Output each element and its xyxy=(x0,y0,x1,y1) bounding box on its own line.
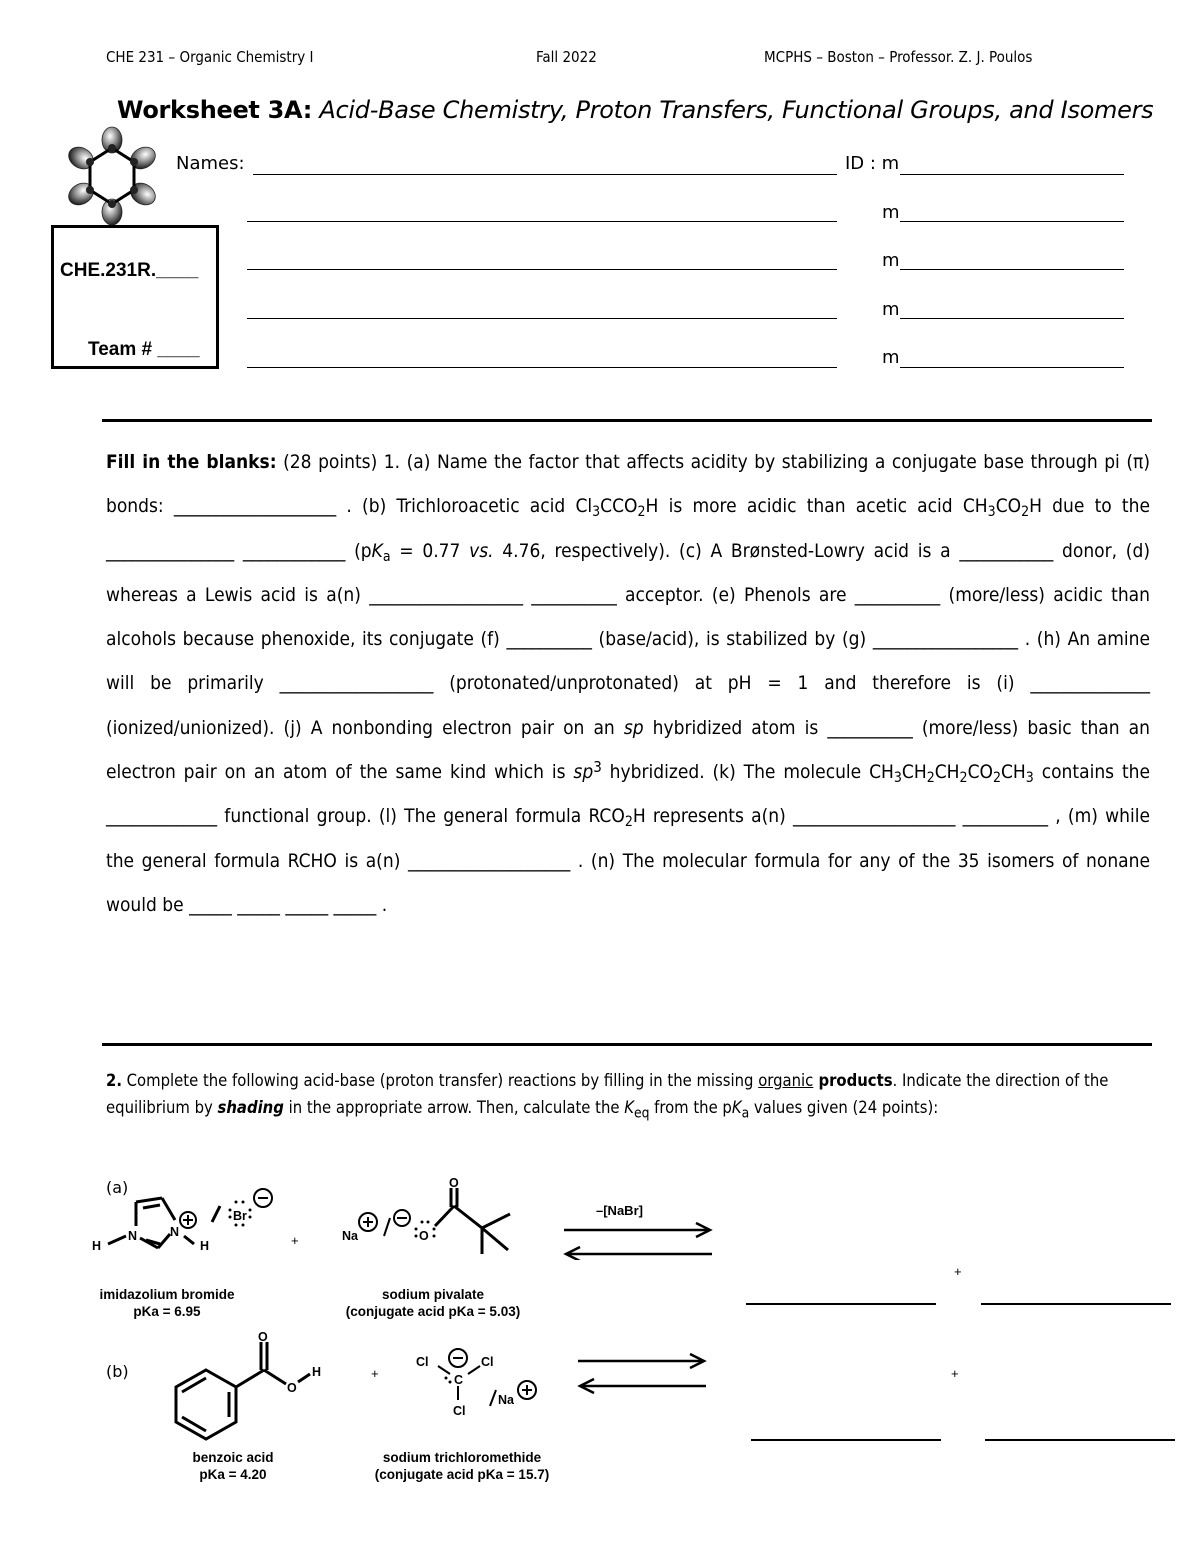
q1-text: CO xyxy=(967,761,993,784)
team-field[interactable]: Team # ____ xyxy=(88,339,200,360)
atom-br: Br xyxy=(233,1209,247,1223)
subscript: eq xyxy=(633,1104,650,1121)
equilibrium-arrows[interactable] xyxy=(574,1353,710,1395)
title-bold: Worksheet 3A: xyxy=(117,96,313,124)
q1-text: hybridized atom is __________ (more/less) basic than an electron pair on an atom of the same kind which is xyxy=(106,716,1150,784)
atom-cl: Cl xyxy=(416,1355,429,1369)
trichloromethide-caption xyxy=(346,1449,578,1483)
q2-text: organic xyxy=(758,1071,814,1090)
header-term: Fall 2022 xyxy=(536,48,597,66)
q1-text: CO xyxy=(995,495,1022,518)
ka-symbol: K xyxy=(371,539,383,562)
atom-o: O xyxy=(287,1381,297,1395)
benzene-orbital-icon xyxy=(62,126,162,226)
name-input-3[interactable] xyxy=(247,269,837,270)
question-2-prompt xyxy=(106,1068,1152,1126)
q2-text: values given (24 points): xyxy=(749,1097,939,1117)
q2-text: in the appropriate arrow. Then, calculate the xyxy=(283,1097,625,1117)
header-course: CHE 231 – Organic Chemistry I xyxy=(106,48,314,66)
q1-text: sp xyxy=(623,716,644,739)
m-prefix: m xyxy=(882,299,900,320)
subscript: 2 xyxy=(637,504,646,521)
subscript: 2 xyxy=(992,770,1001,787)
compound-pka: pKa = 4.20 xyxy=(199,1467,267,1482)
product-blank-b1[interactable] xyxy=(751,1439,941,1441)
atom-na: Na xyxy=(342,1229,358,1243)
q2-text: products xyxy=(813,1071,893,1090)
name-input-4[interactable] xyxy=(247,318,837,319)
superscript: 3 xyxy=(593,758,602,777)
equilibrium-arrows[interactable] xyxy=(560,1220,716,1260)
sodium-pivalate-structure xyxy=(336,1176,526,1266)
id-input-4[interactable] xyxy=(900,318,1124,319)
section-field[interactable]: CHE.231R.____ xyxy=(60,260,199,281)
subscript: 3 xyxy=(592,504,601,521)
product-blank-a1[interactable] xyxy=(746,1303,936,1305)
subscript: 3 xyxy=(987,504,996,521)
subscript: a xyxy=(382,548,391,565)
q1-text: CH xyxy=(1000,761,1026,784)
keq-symbol: K xyxy=(624,1097,634,1117)
subscript: 2 xyxy=(959,770,968,787)
pivalate-caption xyxy=(322,1286,544,1320)
q1-text: = 0.77 xyxy=(390,539,470,562)
names-label: Names: xyxy=(176,153,245,174)
q1-points: (28 points) xyxy=(283,451,378,473)
plus-sign: + xyxy=(951,1366,959,1381)
compound-name: benzoic acid xyxy=(192,1450,274,1465)
m-prefix: m xyxy=(882,250,900,271)
atom-cl: Cl xyxy=(481,1355,494,1369)
subscript: 2 xyxy=(624,814,633,831)
atom-na: Na xyxy=(498,1393,514,1407)
plus-sign: + xyxy=(954,1264,962,1279)
reagent-label: –[NaBr] xyxy=(596,1203,643,1218)
compound-pka: (conjugate acid pKa = 5.03) xyxy=(345,1304,521,1319)
id-label: ID : m xyxy=(845,153,900,174)
reaction-b-label: (b) xyxy=(106,1362,129,1381)
q1-text: H represents a(n) ___________________ __________ , (m) while the general formula RCHO is a(n) ___________________ . (n) The molecular formula for any of the 35 isomers of nonane would be _____ _____ _____ _____ . xyxy=(106,805,1150,916)
header-school: MCPHS – Boston – Professor. Z. J. Poulos xyxy=(764,48,1033,66)
divider xyxy=(102,419,1152,422)
q1-lead: Fill in the blanks: xyxy=(106,451,277,473)
atom-n: N xyxy=(128,1229,138,1243)
page-title xyxy=(117,96,1153,124)
q1-text: contains the _____________ functional group. (l) The general formula RCO xyxy=(106,761,1150,828)
compound-name: imidazolium bromide xyxy=(99,1287,235,1302)
q1-text: 1. (a) Name the factor that affects acidity by stabilizing a conjugate base through pi ( xyxy=(383,451,1134,473)
q1-text: vs. xyxy=(469,539,494,562)
compound-pka: (conjugate acid pKa = 15.7) xyxy=(374,1467,550,1482)
q2-text: Complete the following acid-base (proton transfer) reactions by filling in the missing xyxy=(121,1071,759,1090)
name-input-1[interactable] xyxy=(253,174,837,175)
compound-name: sodium trichloromethide xyxy=(382,1450,542,1465)
atom-c: C xyxy=(454,1373,464,1387)
q1-text: H due to the _______________ ____________ (p xyxy=(106,495,1150,562)
subscript: 2 xyxy=(926,770,935,787)
name-input-5[interactable] xyxy=(247,367,837,368)
atom-o: O xyxy=(449,1176,459,1190)
divider xyxy=(102,1043,1152,1046)
name-input-2[interactable] xyxy=(247,221,837,222)
subscript: 3 xyxy=(1025,770,1034,787)
m-prefix: m xyxy=(882,347,900,368)
subscript: 3 xyxy=(893,770,902,787)
q2-text: from the p xyxy=(649,1097,732,1117)
plus-sign: + xyxy=(371,1366,379,1381)
q1-text: CH xyxy=(934,761,960,784)
imidazolium-caption xyxy=(82,1286,252,1320)
compound-pka: pKa = 6.95 xyxy=(133,1304,201,1319)
reaction-a-label: (a) xyxy=(106,1178,129,1197)
pi-symbol: π xyxy=(1133,451,1144,473)
id-input-3[interactable] xyxy=(900,269,1124,270)
atom-h: H xyxy=(312,1365,322,1379)
title-italic: Acid-Base Chemistry, Proton Transfers, Functional Groups, and Isomers xyxy=(319,96,1154,124)
sodium-trichloromethide-structure xyxy=(410,1342,546,1422)
atom-h: H xyxy=(200,1239,210,1253)
q1-text: 4.76, respectively). (c) A Brønsted-Lowry acid is a ___________ donor, (d) whereas a Lewis acid is a(n) __________________ __________ acceptor. (e) Phenols are __________ (more/less) acidic than alcohols because phenoxide, its conjugate (f) __________ (base/acid), is stabilized by (g) _________________ . (h) An amine will be primarily __________________ (protonated/unprotonated) at pH = 1 and therefore is (i) ______________ (ionized/unionized). (j) A nonbonding electron pair on an xyxy=(106,539,1150,739)
q1-text: CCO xyxy=(600,495,638,518)
atom-o: O xyxy=(258,1330,268,1344)
q2-text: shading xyxy=(217,1097,284,1117)
product-blank-b2[interactable] xyxy=(985,1439,1175,1441)
benzoic-acid-caption xyxy=(168,1449,298,1483)
ka-symbol: K xyxy=(731,1097,742,1117)
q1-text: H is more acidic than acetic acid CH xyxy=(645,495,988,518)
compound-name: sodium pivalate xyxy=(381,1287,485,1302)
id-input-1[interactable] xyxy=(900,174,1124,175)
q2-number: 2. xyxy=(106,1071,122,1090)
atom-n: N xyxy=(170,1225,180,1239)
m-prefix: m xyxy=(882,202,900,223)
product-blank-a2[interactable] xyxy=(981,1303,1171,1305)
q2-text: . Indicate the direction of the equilibrium by xyxy=(106,1071,1109,1117)
question-1-paragraph xyxy=(106,440,1150,927)
q1-text: ) bonds: ___________________ . (b) Trichloroacetic acid Cl xyxy=(106,451,1150,518)
id-input-2[interactable] xyxy=(900,221,1124,222)
q1-text: CH xyxy=(901,761,927,784)
q1-text: hybridized. (k) The molecule CH xyxy=(601,761,894,784)
benzoic-acid-structure xyxy=(168,1328,340,1446)
atom-h: H xyxy=(92,1239,102,1253)
subscript: a xyxy=(741,1104,750,1121)
id-input-5[interactable] xyxy=(900,367,1124,368)
atom-o: O xyxy=(419,1229,429,1243)
section-team-box xyxy=(51,225,219,369)
q1-text: sp xyxy=(573,761,594,784)
imidazolium-bromide-structure xyxy=(80,1180,280,1260)
atom-cl: Cl xyxy=(453,1404,466,1418)
subscript: 2 xyxy=(1021,504,1030,521)
plus-sign: + xyxy=(291,1233,299,1248)
